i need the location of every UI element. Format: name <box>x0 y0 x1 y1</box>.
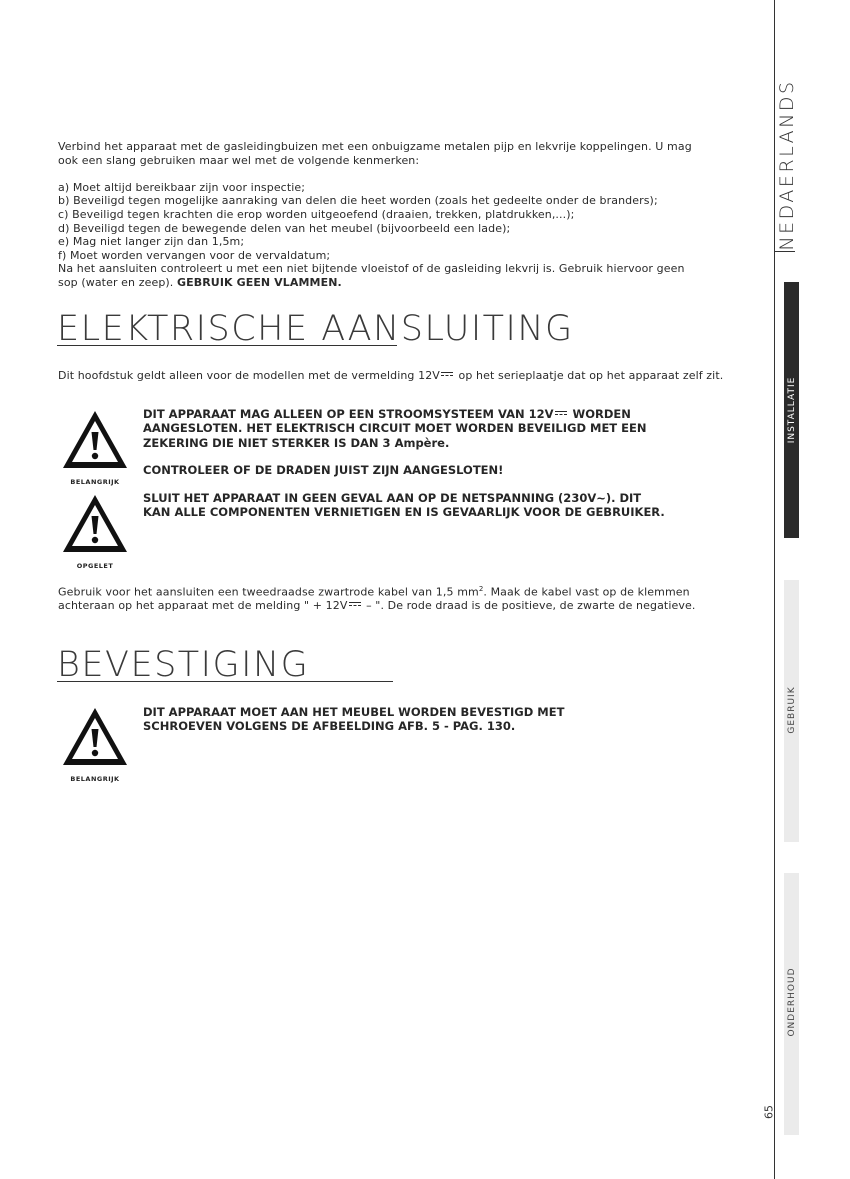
warning-caution <box>60 492 130 570</box>
heading-underline <box>57 345 397 346</box>
cable-text: . Maak de kabel vast op de klemmen <box>483 585 690 599</box>
warning-line <box>143 407 753 421</box>
warning-triangle-icon <box>60 705 130 769</box>
intro-line: ook een slang gebruiken maar wel met de volgende kenmerken: <box>58 153 420 167</box>
warning-line: DIT APPARAAT MOET AAN HET MEUBEL WORDEN BEVESTIGD MET <box>143 705 565 719</box>
intro-line: Na het aansluiten controleert u met een niet bijtende vloeistof of de gasleiding lekvrij is. Gebruik hiervoor geen <box>58 262 685 276</box>
tab-installatie-label: INSTALLATIE <box>787 376 797 444</box>
intro-paragraph <box>58 140 758 290</box>
intro-spacer <box>58 167 758 181</box>
tab-onderhoud-label: ONDERHOUD <box>787 967 797 1037</box>
heading-mounting: BEVESTIGING <box>57 645 310 685</box>
warning-line: AANGESLOTEN. HET ELEKTRISCH CIRCUIT MOET WORDEN BEVEILIGD MET EEN <box>143 421 647 436</box>
sidebar-divider <box>774 0 775 1179</box>
requirement-item: a) Moet altijd bereikbaar zijn voor inspectie; <box>58 180 306 194</box>
cable-text: Gebruik voor het aansluiten een tweedraadse zwartrode kabel van 1,5 mm <box>58 585 479 599</box>
mounting-warning <box>143 705 753 734</box>
requirement-item: b) Beveiligd tegen mogelijke aanraking van delen die heet worden (zoals het gedeelte onder de branders); <box>58 194 658 208</box>
warning-line: CONTROLEER OF DE DRADEN JUIST ZIJN AANGESLOTEN! <box>143 463 504 478</box>
requirement-item: d) Beveiligd tegen de bewegende delen van het meubel (bijvoorbeeld een lade); <box>58 221 511 235</box>
heading-underline <box>57 681 393 682</box>
cable-line <box>58 583 758 599</box>
warning-voltage-line1: DIT APPARAAT MAG ALLEEN OP EEN STROOMSYSTEEM VAN 12V <box>143 407 554 421</box>
cable-line <box>58 599 758 613</box>
page-number: 65 <box>762 1105 776 1119</box>
warning-important <box>60 705 130 783</box>
cable-paragraph <box>58 583 758 613</box>
requirement-item: f) Moet worden vervangen voor de vervaldatum; <box>58 248 331 262</box>
warning-wires <box>143 463 753 477</box>
requirement-item: e) Mag niet langer zijn dan 1,5m; <box>58 235 245 249</box>
tab-gebruik-label: GEBRUIK <box>787 686 797 734</box>
cable-text: achteraan op het apparaat met de melding " + 12V <box>58 599 348 613</box>
dc-symbol-icon <box>555 410 567 417</box>
warning-line: SCHROEVEN VOLGENS DE AFBEELDING AFB. 5 - PAG. 130. <box>143 719 516 734</box>
dc-symbol-icon <box>349 601 361 608</box>
warning-line: SLUIT HET APPARAAT IN GEEN GEVAL AAN OP DE NETSPANNING (230V~). DIT <box>143 490 642 505</box>
warning-voltage <box>143 407 753 450</box>
warning-caption: BELANGRIJK <box>70 478 120 486</box>
dc-symbol-icon <box>441 371 453 378</box>
warning-triangle-icon <box>60 492 130 556</box>
language-label: NEDAERLANDS <box>776 79 798 251</box>
section1-intro-text: Dit hoofdstuk geldt alleen voor de modellen met de vermelding 12V <box>58 369 440 382</box>
warning-mains <box>143 491 753 520</box>
section1-intro-text-end: op het serieplaatje dat op het apparaat zelf zit. <box>454 369 724 382</box>
cable-text: – ". De rode draad is de positieve, de zwarte de negatieve. <box>362 599 696 613</box>
warning-voltage-line1-end: WORDEN <box>568 407 631 421</box>
section1-intro <box>58 369 723 383</box>
intro-line: Verbind het apparaat met de gasleidingbuizen met een onbuigzame metalen pijp en lekvrije koppelingen. U mag <box>58 140 692 153</box>
intro-last-line: sop (water en zeep). <box>58 275 174 289</box>
intro-line <box>58 276 758 290</box>
warning-line: ZEKERING DIE NIET STERKER IS DAN 3 Ampère. <box>143 435 450 450</box>
warning-important <box>60 408 130 486</box>
language-underline <box>775 251 795 252</box>
warning-triangle-icon <box>60 408 130 472</box>
warning-caption: BELANGRIJK <box>70 775 120 783</box>
warning-caption: OPGELET <box>76 562 114 570</box>
cable-superscript: 2 <box>478 585 484 593</box>
electrical-warnings <box>143 407 753 532</box>
no-flames-warning: GEBRUIK GEEN VLAMMEN. <box>177 275 342 289</box>
heading-electrical-connection: ELEKTRISCHE AANSLUITING <box>57 309 574 349</box>
warning-line: KAN ALLE COMPONENTEN VERNIETIGEN EN IS GEVAARLIJK VOOR DE GEBRUIKER. <box>143 505 665 520</box>
requirement-item: c) Beveiligd tegen krachten die erop worden uitgeoefend (draaien, trekken, platdrukken,...); <box>58 207 575 221</box>
